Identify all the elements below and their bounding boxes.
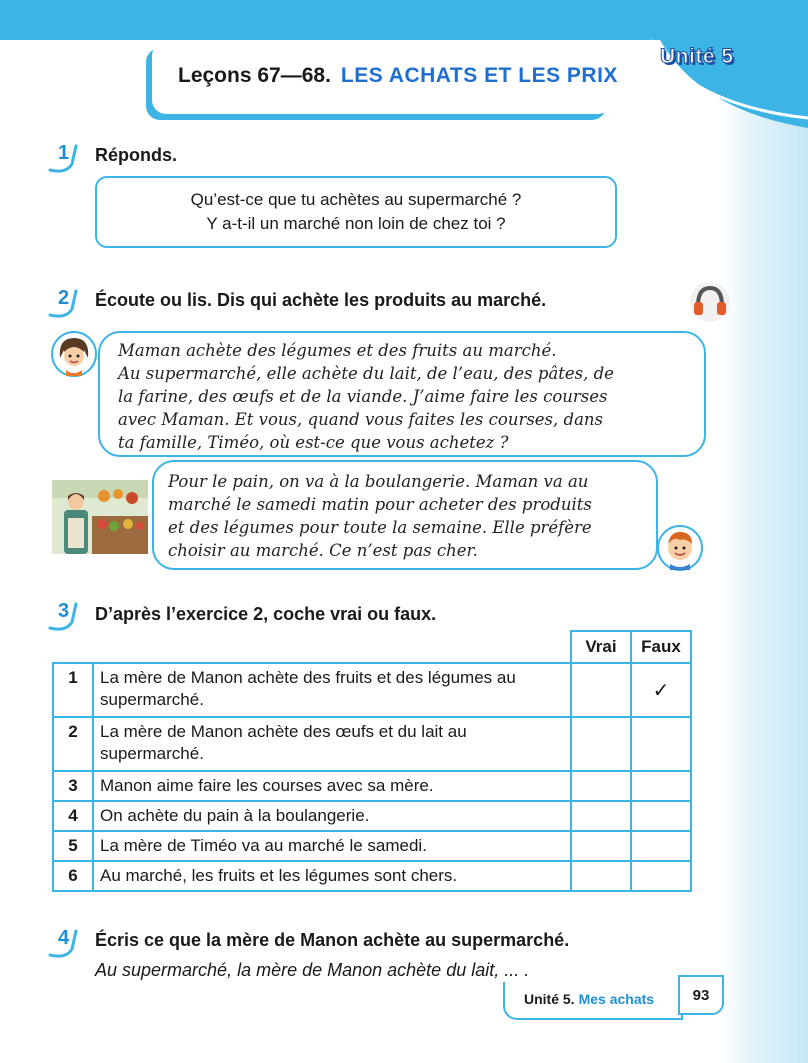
questions-box xyxy=(95,176,617,248)
faux-header: Faux xyxy=(631,631,691,663)
vrai-checkbox[interactable] xyxy=(571,801,631,831)
exercise-number-4: 4 xyxy=(48,925,82,961)
faux-checkbox[interactable] xyxy=(631,771,691,801)
exercise-number-1: 1 xyxy=(48,140,82,176)
vrai-checkbox[interactable] xyxy=(571,663,631,717)
true-false-table xyxy=(52,630,692,892)
exercise-number-3: 3 xyxy=(48,598,82,634)
vrai-checkbox[interactable] xyxy=(571,717,631,771)
faux-checkbox[interactable]: ✓ xyxy=(631,663,691,717)
vrai-checkbox[interactable] xyxy=(571,831,631,861)
exercise-4-answer: Au supermarché, la mère de Manon achète du lait, ... . xyxy=(95,960,530,980)
exercise-4-instruction: Écris ce que la mère de Manon achète au supermarché. xyxy=(95,930,570,950)
vrai-checkbox[interactable] xyxy=(571,771,631,801)
footer-unit: Unité 5. xyxy=(524,991,575,1007)
unit-badge: Unité 5 xyxy=(660,45,734,68)
manon-speech-bubble xyxy=(98,331,706,457)
table-row: 2 La mère de Manon achète des œufs et du lait au supermarché. xyxy=(53,717,691,771)
page-side-strip xyxy=(722,0,808,1063)
headphones-icon[interactable] xyxy=(688,280,732,324)
vrai-header: Vrai xyxy=(571,631,631,663)
exercise-1-instruction: Réponds. xyxy=(95,145,178,165)
table-row: 3 Manon aime faire les courses avec sa mère. xyxy=(53,771,691,801)
timeo-line-3: et des légumes pour toute la semaine. Elle préfère xyxy=(168,518,592,537)
manon-line-2: Au supermarché, elle achète du lait, de l’eau, des pâtes, de xyxy=(118,364,614,383)
footer-label xyxy=(524,991,654,1007)
faux-checkbox[interactable] xyxy=(631,831,691,861)
table-row: 4 On achète du pain à la boulangerie. xyxy=(53,801,691,831)
exercise-3-instruction: D’après l’exercice 2, coche vrai ou faux. xyxy=(95,604,437,624)
timeo-line-1: Pour le pain, on va à la boulangerie. Maman va au xyxy=(168,472,589,491)
page-number: 93 xyxy=(678,975,724,1015)
timeo-line-4: choisir au marché. Ce n’est pas cher. xyxy=(168,541,478,560)
market-illustration xyxy=(52,480,148,554)
question-1: Qu’est-ce que tu achètes au supermarché ? xyxy=(190,190,522,209)
manon-line-1: Maman achète des légumes et des fruits au marché. xyxy=(118,341,557,360)
lesson-number: Leçons 67—68. xyxy=(178,64,331,87)
manon-avatar xyxy=(50,330,98,378)
table-row: 6 Au marché, les fruits et les légumes sont chers. xyxy=(53,861,691,891)
manon-line-4: avec Maman. Et vous, quand vous faites les courses, dans xyxy=(118,410,604,429)
footer-theme: Mes achats xyxy=(578,991,655,1007)
timeo-avatar xyxy=(656,524,704,572)
faux-checkbox[interactable] xyxy=(631,801,691,831)
question-2: Y a-t-il un marché non loin de chez toi ? xyxy=(206,214,506,233)
lesson-title xyxy=(178,64,618,88)
exercise-2-instruction: Écoute ou lis. Dis qui achète les produits au marché. xyxy=(95,290,547,310)
table-row: 5 La mère de Timéo va au marché le samedi. xyxy=(53,831,691,861)
faux-checkbox[interactable] xyxy=(631,717,691,771)
timeo-line-2: marché le samedi matin pour acheter des produits xyxy=(168,495,592,514)
vrai-checkbox[interactable] xyxy=(571,861,631,891)
lesson-theme: LES ACHATS ET LES PRIX xyxy=(340,64,618,87)
timeo-speech-bubble xyxy=(152,460,658,570)
faux-checkbox[interactable] xyxy=(631,861,691,891)
exercise-number-2: 2 xyxy=(48,285,82,321)
manon-line-5: ta famille, Timéo, où est-ce que vous achetez ? xyxy=(118,433,509,452)
table-row: 1 La mère de Manon achète des fruits et des légumes au supermarché. ✓ xyxy=(53,663,691,717)
manon-line-3: la farine, des œufs et de la viande. J’aime faire les courses xyxy=(118,387,608,406)
